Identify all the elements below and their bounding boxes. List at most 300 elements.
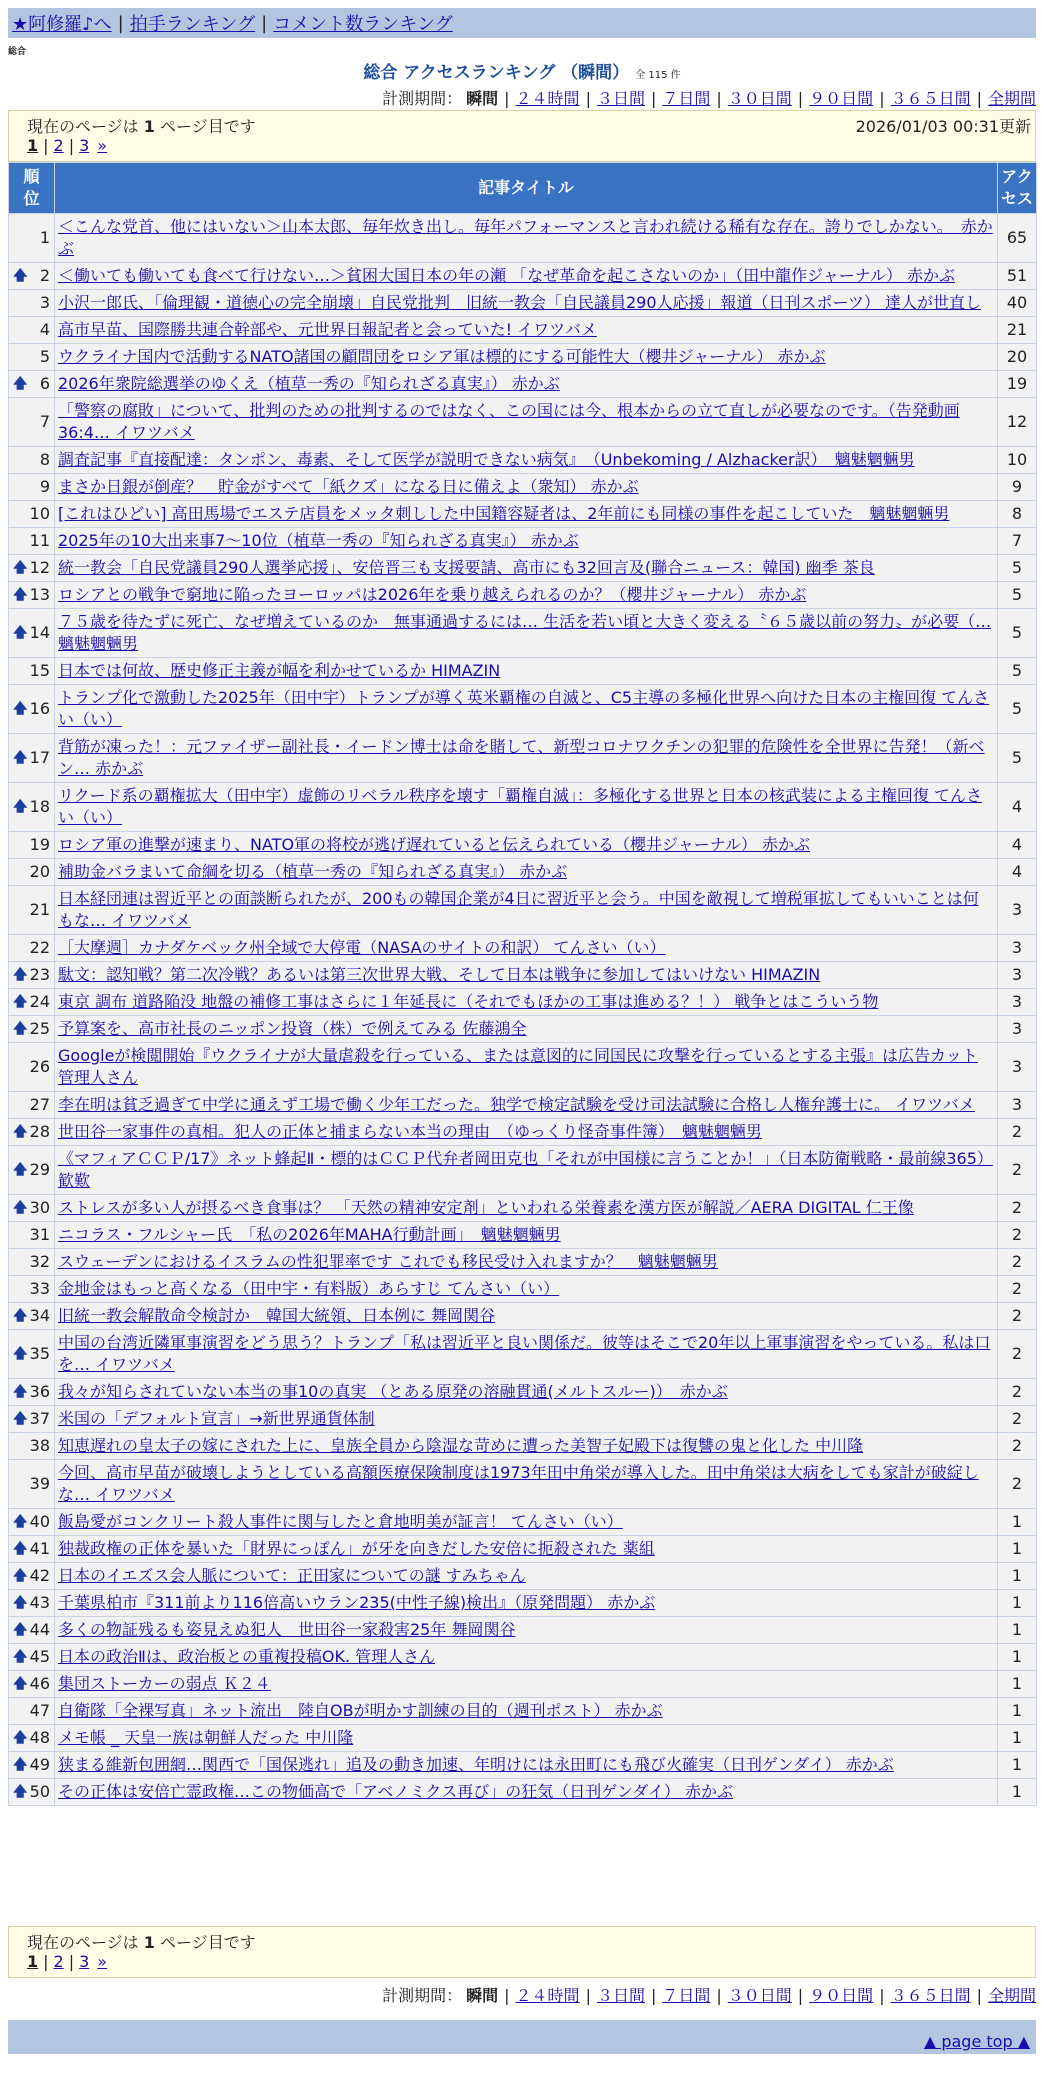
rank-cell bbox=[9, 1379, 55, 1406]
pager-page-2[interactable]: 2 bbox=[53, 136, 64, 155]
top-nav-bar bbox=[8, 8, 1036, 38]
rank-number: 18 bbox=[29, 797, 50, 816]
rank-cell bbox=[9, 1460, 55, 1509]
rank-cell bbox=[9, 1433, 55, 1460]
article-link[interactable]: 予算案を、高市社長のニッポン投資（株）で例えてみる 佐藤鴻全 bbox=[58, 1019, 527, 1038]
article-link[interactable]: 千葉県柏市『311前より116倍高いウラン235(中性子線)検出』（原発問題） 赤かぶ bbox=[58, 1593, 656, 1612]
access-count: 2 bbox=[998, 1276, 1037, 1303]
table-row bbox=[9, 1146, 1037, 1195]
title-cell bbox=[55, 832, 998, 859]
ranking-table-body bbox=[9, 214, 1037, 1806]
article-link[interactable]: 背筋が凍った！：元ファイザー副社長・イードン博士は命を賭して、新型コロナワクチンの犯罪的危険性を全世界に告発！（新ベン… 赤かぶ bbox=[58, 737, 985, 778]
title-cell bbox=[55, 1195, 998, 1222]
pager-page-3[interactable]: 3 bbox=[79, 1952, 90, 1971]
article-link[interactable]: 東京 調布 道路陥没 地盤の補修工事はさらに１年延長に（それでもほかの工事は進める？！） 戦争とはこういう物 bbox=[58, 992, 879, 1011]
rank-number: 6 bbox=[39, 374, 50, 393]
period-separator: | bbox=[504, 1986, 510, 2005]
article-link[interactable]: 日本経団連は習近平との面談断られたが、200もの韓国企業が4日に習近平と会う。中国を敵視して増税軍拡してもいいことは何もな… イワツバメ bbox=[58, 889, 979, 930]
title-cell bbox=[55, 962, 998, 989]
article-link[interactable]: ［大摩週］カナダケベック州全域で大停電（NASAのサイトの和訳） てんさい（い） bbox=[58, 938, 666, 957]
table-row bbox=[9, 1644, 1037, 1671]
rank-number: 23 bbox=[29, 965, 50, 984]
article-link[interactable]: トランプ化で激動した2025年（田中宇）トランプが導く英米覇権の自滅と、C5主導の多極化世界へ向けた日本の主権回復 てんさい（い） bbox=[58, 688, 990, 729]
period-option-4[interactable]: ３０日間 bbox=[727, 1986, 792, 2005]
rank-cell bbox=[9, 501, 55, 528]
access-count: 2 bbox=[998, 1433, 1037, 1460]
rank-number: 38 bbox=[29, 1436, 50, 1455]
rank-number: 5 bbox=[39, 347, 50, 366]
rank-number: 47 bbox=[29, 1701, 50, 1720]
article-link[interactable]: 《マフィアＣＣＰ/17》ネット蜂起Ⅱ・標的はＣＣＰ代弁者岡田克也「それが中国様に言うことか！」（日本防衛戦略・最前線365） 歓歎 bbox=[58, 1149, 993, 1190]
access-count: 3 bbox=[998, 989, 1037, 1016]
rank-cell bbox=[9, 1509, 55, 1536]
up-arrow-icon: 🡅 bbox=[13, 625, 28, 641]
article-link[interactable]: ロシアとの戦争で窮地に陥ったヨーロッパは2026年を乗り越えられるのか？（櫻井ジャーナル） 赤かぶ bbox=[58, 585, 807, 604]
period-option-3[interactable]: ７日間 bbox=[662, 1986, 711, 2005]
rank-cell bbox=[9, 886, 55, 935]
up-arrow-icon: 🡅 bbox=[13, 1649, 28, 1665]
period-option-2[interactable]: ３日間 bbox=[596, 89, 645, 108]
rank-cell bbox=[9, 1303, 55, 1330]
access-count: 3 bbox=[998, 1043, 1037, 1092]
period-separator: | bbox=[716, 89, 722, 108]
table-row bbox=[9, 1119, 1037, 1146]
rank-cell bbox=[9, 658, 55, 685]
rank-number: 35 bbox=[29, 1344, 50, 1363]
article-link[interactable]: 日本のイエズス会人脈について：正田家についての謎 すみちゃん bbox=[58, 1566, 526, 1585]
article-link[interactable]: 日本の政治Ⅱは、政治板との重複投稿OK. 管理人さん bbox=[58, 1647, 436, 1666]
article-link[interactable]: 李在明は貧乏過ぎて中学に通えず工場で働く少年工だった。独学で検定試験を受け司法試験に合格し人権弁護士に。 イワツバメ bbox=[58, 1095, 975, 1114]
rank-cell bbox=[9, 317, 55, 344]
up-arrow-icon: 🡅 bbox=[13, 1784, 28, 1800]
article-link[interactable]: ウクライナ国内で活動するNATO諸国の顧問団をロシア軍は標的にする可能性大（櫻井ジャーナル） 赤かぶ bbox=[58, 347, 826, 366]
table-row bbox=[9, 528, 1037, 555]
rank-number: 11 bbox=[29, 531, 50, 550]
access-count: 1 bbox=[998, 1563, 1037, 1590]
pager-page-3[interactable]: 3 bbox=[79, 136, 90, 155]
access-count: 2 bbox=[998, 1406, 1037, 1433]
title-cell bbox=[55, 1433, 998, 1460]
comment-ranking-link[interactable]: コメント数ランキング bbox=[273, 14, 453, 35]
article-link[interactable]: 「警察の腐敗」について、批判のための批判するのではなく、この国には今、根本からの立て直しが必要なのです。（告発動画36:4… イワツバメ bbox=[58, 401, 960, 442]
access-count: 20 bbox=[998, 344, 1037, 371]
rank-cell bbox=[9, 214, 55, 263]
table-row bbox=[9, 886, 1037, 935]
article-link[interactable]: ニコラス・フルシャー氏 「私の2026年MAHA行動計画」 魑魅魍魎男 bbox=[58, 1225, 561, 1244]
rank-cell bbox=[9, 555, 55, 582]
up-arrow-icon: 🡅 bbox=[13, 1411, 28, 1427]
article-link[interactable]: 多くの物証残るも姿見えぬ犯人 世田谷一家殺害25年 舞岡関谷 bbox=[58, 1620, 516, 1639]
title-cell bbox=[55, 398, 998, 447]
title-cell bbox=[55, 1092, 998, 1119]
rank-number: 49 bbox=[29, 1755, 50, 1774]
table-row bbox=[9, 859, 1037, 886]
access-count: 8 bbox=[998, 501, 1037, 528]
page-indicator bbox=[27, 114, 256, 137]
rank-number: 30 bbox=[29, 1198, 50, 1217]
title-cell bbox=[55, 1303, 998, 1330]
access-count: 1 bbox=[998, 1509, 1037, 1536]
article-link[interactable]: まさか日銀が倒産？ 貯金がすべて「紙クズ」になる日に備えよ（衆知） 赤かぶ bbox=[58, 477, 639, 496]
period-selector-top bbox=[382, 86, 1036, 109]
period-separator: | bbox=[716, 1986, 722, 2005]
access-count: 10 bbox=[998, 447, 1037, 474]
access-count: 1 bbox=[998, 1590, 1037, 1617]
page-indicator-pre: 現在のページは bbox=[27, 117, 144, 136]
article-link[interactable]: 金地金はもっと高くなる（田中宇・有料版）あらすじ てんさい（い） bbox=[58, 1279, 560, 1298]
title-cell bbox=[55, 528, 998, 555]
period-option-6[interactable]: ３６５日間 bbox=[890, 89, 971, 108]
access-count: 2 bbox=[998, 1222, 1037, 1249]
table-row bbox=[9, 371, 1037, 398]
period-separator: | bbox=[650, 1986, 657, 2005]
period-option-3[interactable]: ７日間 bbox=[662, 89, 711, 108]
title-cell bbox=[55, 1617, 998, 1644]
title-cell bbox=[55, 1698, 998, 1725]
rank-number: 43 bbox=[29, 1593, 50, 1612]
access-count: 3 bbox=[998, 1016, 1037, 1043]
article-link[interactable]: 独裁政権の正体を暴いた「財界にっぽん」が牙を向きだした安倍に扼殺された 薬組 bbox=[58, 1539, 655, 1558]
table-row bbox=[9, 685, 1037, 734]
up-arrow-icon: 🡅 bbox=[13, 1676, 28, 1692]
article-link[interactable]: スウェーデンにおけるイスラムの性犯罪率です これでも移民受け入れますか？ 魑魅魍魎男 bbox=[58, 1252, 718, 1271]
page-top-link[interactable]: ▲ page top ▲ bbox=[923, 2032, 1030, 2051]
up-arrow-icon: 🡅 bbox=[13, 1595, 28, 1611]
table-row bbox=[9, 1303, 1037, 1330]
pager-separator: | bbox=[43, 1952, 49, 1971]
rank-number: 41 bbox=[29, 1539, 50, 1558]
table-row bbox=[9, 317, 1037, 344]
table-header-row bbox=[9, 163, 1037, 214]
article-link[interactable]: その正体は安倍亡霊政権…この物価高で「アベノミクス再び」の狂気（日刊ゲンダイ） 赤かぶ bbox=[58, 1782, 734, 1801]
article-link[interactable]: 2025年の10大出来事7～10位（植草一秀の『知られざる真実』） 赤かぶ bbox=[58, 531, 579, 550]
access-count: 1 bbox=[998, 1698, 1037, 1725]
rank-number: 34 bbox=[29, 1306, 50, 1325]
table-row bbox=[9, 1249, 1037, 1276]
access-count: 12 bbox=[998, 398, 1037, 447]
article-link[interactable]: ストレスが多い人が摂るべき食事は？ 「天然の精神安定剤」といわれる栄養素を漢方医が解説／AERA DIGITAL 仁王像 bbox=[58, 1198, 914, 1217]
period-separator: | bbox=[879, 1986, 885, 2005]
title-cell bbox=[55, 263, 998, 290]
article-link[interactable]: 2026年衆院総選挙のゆくえ（植草一秀の『知られざる真実』） 赤かぶ bbox=[58, 374, 560, 393]
period-option-7[interactable]: 全期間 bbox=[987, 1986, 1036, 2005]
rank-cell bbox=[9, 935, 55, 962]
article-link[interactable]: 駄文：認知戦？第二次冷戦？あるいは第三次世界大戦、そして日本は戦争に参加してはいけない HIMAZIN bbox=[58, 965, 821, 984]
rank-number: 12 bbox=[29, 558, 50, 577]
title-cell bbox=[55, 1725, 998, 1752]
article-link[interactable]: 補助金バラまいて命綱を切る（植草一秀の『知られざる真実』） 赤かぶ bbox=[58, 862, 568, 881]
pager-top bbox=[27, 136, 107, 155]
rank-number: 3 bbox=[39, 293, 50, 312]
title-cell bbox=[55, 1644, 998, 1671]
rank-number: 44 bbox=[29, 1620, 50, 1639]
table-row bbox=[9, 398, 1037, 447]
up-arrow-icon: 🡅 bbox=[13, 560, 28, 576]
access-count: 3 bbox=[998, 935, 1037, 962]
access-count: 2 bbox=[998, 1330, 1037, 1379]
rank-cell bbox=[9, 859, 55, 886]
title-cell bbox=[55, 1509, 998, 1536]
clap-ranking-link[interactable]: 拍手ランキング bbox=[129, 14, 256, 35]
page-indicator-num: 1 bbox=[143, 117, 155, 136]
rank-header bbox=[9, 163, 55, 214]
article-link[interactable]: 日本では何故、歴史修正主義が幅を利かせているか HIMAZIN bbox=[58, 661, 501, 680]
table-row bbox=[9, 1379, 1037, 1406]
table-row bbox=[9, 1590, 1037, 1617]
title-cell bbox=[55, 989, 998, 1016]
article-link[interactable]: 知恵遅れの皇太子の嫁にされた上に、皇族全員から陰湿な苛めに遭った美智子妃殿下は復讐の鬼と化した 中川隆 bbox=[58, 1436, 864, 1455]
article-link[interactable]: 自衛隊「全裸写真」ネット流出 陸自OBが明かす訓練の目的（週刊ポスト） 赤かぶ bbox=[58, 1701, 663, 1720]
article-link[interactable]: メモ帳 _ 天皇一族は朝鮮人だった 中川隆 bbox=[58, 1728, 354, 1747]
rank-cell bbox=[9, 734, 55, 783]
title-cell bbox=[55, 214, 998, 263]
updated-timestamp: 2026/01/03 00:31更新 bbox=[855, 117, 1031, 136]
title-cell bbox=[55, 1406, 998, 1433]
table-row bbox=[9, 658, 1037, 685]
rank-number: 17 bbox=[29, 748, 50, 767]
rank-number: 14 bbox=[29, 623, 50, 642]
pager-next[interactable]: » bbox=[97, 136, 108, 155]
up-arrow-icon: 🡅 bbox=[13, 1730, 28, 1746]
article-link[interactable]: Googleが検閲開始『ウクライナが大量虐殺を行っている、または意図的に同国民に攻撃を行っているとする主張』は広告カット 管理人さん bbox=[58, 1046, 978, 1087]
rank-number: 19 bbox=[29, 835, 50, 854]
table-row bbox=[9, 501, 1037, 528]
page-title-wrap bbox=[0, 58, 1044, 83]
title-cell bbox=[55, 1779, 998, 1806]
rank-cell bbox=[9, 1146, 55, 1195]
period-option-2[interactable]: ３日間 bbox=[596, 1986, 645, 2005]
period-option-1[interactable]: ２４時間 bbox=[515, 1986, 580, 2005]
access-count: 5 bbox=[998, 555, 1037, 582]
article-link[interactable]: ＜働いても働いても食べて行けない…＞貧困大国日本の年の瀬 「なぜ革命を起こさないのか」（田中龍作ジャーナル） 赤かぶ bbox=[58, 266, 956, 285]
nav-separator: | bbox=[117, 12, 124, 34]
title-cell bbox=[55, 1330, 998, 1379]
table-row bbox=[9, 1752, 1037, 1779]
period-separator: | bbox=[504, 89, 510, 108]
rank-number: 16 bbox=[29, 699, 50, 718]
table-row bbox=[9, 1779, 1037, 1806]
table-row bbox=[9, 214, 1037, 263]
table-row bbox=[9, 1043, 1037, 1092]
access-count: 4 bbox=[998, 832, 1037, 859]
article-link[interactable]: ロシア軍の進撃が速まり、NATO軍の将校が逃げ遅れていると伝えられている（櫻井ジャーナル） 赤かぶ bbox=[58, 835, 811, 854]
period-separator: | bbox=[585, 89, 591, 108]
rank-cell bbox=[9, 447, 55, 474]
article-link[interactable]: 世田谷一家事件の真相。犯人の正体と捕まらない本当の理由 （ゆっくり怪奇事件簿） 魑魅魍魎男 bbox=[58, 1122, 762, 1141]
rank-number: 8 bbox=[39, 450, 50, 469]
table-row bbox=[9, 1276, 1037, 1303]
page-info-top bbox=[8, 110, 1036, 162]
table-row bbox=[9, 1460, 1037, 1509]
rank-cell bbox=[9, 290, 55, 317]
access-count: 2 bbox=[998, 1195, 1037, 1222]
rank-number: 27 bbox=[29, 1095, 50, 1114]
page-indicator-pre: 現在のページは bbox=[27, 1933, 144, 1952]
title-cell bbox=[55, 344, 998, 371]
bottom-bar bbox=[8, 2020, 1036, 2054]
pager-current-page: 1 bbox=[27, 1952, 39, 1971]
title-cell bbox=[55, 1249, 998, 1276]
rank-number: 39 bbox=[29, 1474, 50, 1493]
rank-cell bbox=[9, 1536, 55, 1563]
table-row bbox=[9, 1433, 1037, 1460]
period-separator: | bbox=[650, 89, 657, 108]
rank-cell bbox=[9, 1119, 55, 1146]
rank-number: 4 bbox=[39, 320, 50, 339]
article-link[interactable]: 狭まる維新包囲網…関西で「国保逃れ」追及の動き加速、年明けには永田町にも飛び火確実（日刊ゲンダイ） 赤かぶ bbox=[58, 1755, 894, 1774]
rank-cell bbox=[9, 344, 55, 371]
table-row bbox=[9, 989, 1037, 1016]
article-link[interactable]: 調査記事『直接配達：タンポン、毒素、そして医学が説明できない病気』 （Unbekoming / Alzhacker訳） 魑魅魍魎男 bbox=[58, 450, 915, 469]
access-count: 2 bbox=[998, 1460, 1037, 1509]
rank-number: 28 bbox=[29, 1122, 50, 1141]
article-link[interactable]: 旧統一教会解散命令検討か 韓国大統領、日本例に 舞岡関谷 bbox=[58, 1306, 496, 1325]
table-row bbox=[9, 582, 1037, 609]
table-row bbox=[9, 263, 1037, 290]
page-indicator bbox=[27, 1930, 256, 1953]
title-cell bbox=[55, 1460, 998, 1509]
rank-number: 1 bbox=[39, 228, 50, 247]
section-label: 総合 bbox=[8, 47, 27, 57]
table-row bbox=[9, 1617, 1037, 1644]
table-row bbox=[9, 1509, 1037, 1536]
access-count: 9 bbox=[998, 474, 1037, 501]
access-count: 21 bbox=[998, 317, 1037, 344]
up-arrow-icon: 🡅 bbox=[13, 1384, 28, 1400]
up-arrow-icon: 🡅 bbox=[13, 994, 28, 1010]
page-title: 総合 アクセスランキング （瞬間） bbox=[363, 63, 630, 83]
title-cell bbox=[55, 447, 998, 474]
ranking-table bbox=[8, 162, 1037, 1806]
title-cell bbox=[55, 935, 998, 962]
access-count: 4 bbox=[998, 783, 1037, 832]
period-option-4[interactable]: ３０日間 bbox=[727, 89, 792, 108]
access-count: 3 bbox=[998, 1092, 1037, 1119]
title-cell bbox=[55, 1752, 998, 1779]
rank-number: 10 bbox=[29, 504, 50, 523]
article-link[interactable]: 米国の「デフォルト宣言」→新世界通貨体制 bbox=[58, 1409, 375, 1428]
page-indicator-num: 1 bbox=[143, 1933, 155, 1952]
table-row bbox=[9, 1222, 1037, 1249]
up-arrow-icon: 🡅 bbox=[13, 1622, 28, 1638]
pager-separator: | bbox=[68, 1952, 75, 1971]
up-arrow-icon: 🡅 bbox=[13, 376, 28, 392]
access-count: 5 bbox=[998, 582, 1037, 609]
pager-page-2[interactable]: 2 bbox=[53, 1952, 64, 1971]
rank-header-label: 順位 bbox=[23, 167, 40, 208]
rank-cell bbox=[9, 1617, 55, 1644]
access-header bbox=[998, 163, 1037, 214]
title-cell bbox=[55, 734, 998, 783]
title-cell bbox=[55, 371, 998, 398]
home-link[interactable]: ★阿修羅♪へ bbox=[12, 14, 112, 35]
article-link[interactable]: 我々が知らされていない本当の事10の真実 （とある原発の溶融貫通(メルトスルー)） 赤かぶ bbox=[58, 1382, 728, 1401]
up-arrow-icon: 🡅 bbox=[13, 1200, 28, 1216]
article-link[interactable]: [これはひどい] 高田馬場でエステ店員をメッタ刺しした中国籍容疑者は、2年前にも同様の事件を起こしていた 魑魅魍魎男 bbox=[58, 504, 950, 523]
title-cell bbox=[55, 501, 998, 528]
table-row bbox=[9, 1698, 1037, 1725]
up-arrow-icon: 🡅 bbox=[13, 750, 28, 766]
rank-cell bbox=[9, 1092, 55, 1119]
rank-number: 29 bbox=[29, 1160, 50, 1179]
rank-number: 15 bbox=[29, 661, 50, 680]
article-link[interactable]: ７５歳を待たずに死亡、なぜ増えているのか 無事通過するには… 生活を若い頃と大きく変える〝６５歳以前の努力〟が必要（… 魑魅魍魎男 bbox=[58, 612, 992, 653]
rank-cell bbox=[9, 1406, 55, 1433]
rank-cell bbox=[9, 1195, 55, 1222]
pager-current-page: 1 bbox=[27, 136, 39, 155]
article-link[interactable]: 統一教会「自民党議員290人選挙応援」、安倍晋三も支援要請、高市にも32回言及(聯合ニュース：韓国) 幽季 茶良 bbox=[58, 558, 875, 577]
access-count: 40 bbox=[998, 290, 1037, 317]
article-link[interactable]: 中国の台湾近隣軍事演習をどう思う？トランプ「私は習近平と良い関係だ。彼等はそこで20年以上軍事演習をやっている。私は口を… イワツバメ bbox=[58, 1333, 991, 1374]
article-link[interactable]: 集団ストーカーの弱点 Ｋ２４ bbox=[58, 1674, 271, 1693]
table-row bbox=[9, 290, 1037, 317]
title-cell bbox=[55, 658, 998, 685]
title-cell bbox=[55, 1590, 998, 1617]
access-count: 5 bbox=[998, 609, 1037, 658]
rank-cell bbox=[9, 1276, 55, 1303]
article-link[interactable]: 高市早苗、国際勝共連合幹部や、元世界日報記者と会っていた! イワツバメ bbox=[58, 320, 597, 339]
up-arrow-icon: 🡅 bbox=[13, 1021, 28, 1037]
access-count: 1 bbox=[998, 1779, 1037, 1806]
period-separator: | bbox=[976, 89, 982, 108]
title-cell bbox=[55, 1146, 998, 1195]
rank-cell bbox=[9, 1222, 55, 1249]
access-count: 1 bbox=[998, 1725, 1037, 1752]
period-option-5[interactable]: ９０日間 bbox=[809, 1986, 874, 2005]
access-header-label: アクセス bbox=[1000, 167, 1033, 208]
article-link[interactable]: 飯島愛がコンクリート殺人事件に関与したと倉地明美が証言！ てんさい（い） bbox=[58, 1512, 623, 1531]
pager-separator: | bbox=[43, 136, 49, 155]
title-cell bbox=[55, 1222, 998, 1249]
title-cell bbox=[55, 1379, 998, 1406]
rank-number: 42 bbox=[29, 1566, 50, 1585]
rank-number: 46 bbox=[29, 1674, 50, 1693]
access-count: 1 bbox=[998, 1536, 1037, 1563]
nav-separator: | bbox=[261, 12, 268, 34]
access-count: 5 bbox=[998, 734, 1037, 783]
rank-number: 31 bbox=[29, 1225, 50, 1244]
article-link[interactable]: ＜こんな党首、他にはいない＞山本太郎、毎年炊き出し。毎年パフォーマンスと言われ続ける稀有な存在。誇りでしかない。 赤かぶ bbox=[58, 217, 993, 258]
rank-number: 37 bbox=[29, 1409, 50, 1428]
article-link[interactable]: 今回、高市早苗が破壊しようとしている高額医療保険制度は1973年田中角栄が導入した。田中角栄は大病をしても家計が破綻しな… イワツバメ bbox=[58, 1463, 979, 1504]
title-cell bbox=[55, 1671, 998, 1698]
rank-number: 50 bbox=[29, 1782, 50, 1801]
rank-number: 22 bbox=[29, 938, 50, 957]
period-separator: | bbox=[797, 1986, 804, 2005]
period-label: 計測期間： bbox=[382, 89, 463, 108]
period-option-7[interactable]: 全期間 bbox=[987, 89, 1036, 108]
period-option-6[interactable]: ３６５日間 bbox=[890, 1986, 971, 2005]
title-cell bbox=[55, 1119, 998, 1146]
table-row bbox=[9, 783, 1037, 832]
period-option-1[interactable]: ２４時間 bbox=[515, 89, 580, 108]
table-row bbox=[9, 1330, 1037, 1379]
table-row bbox=[9, 474, 1037, 501]
table-row bbox=[9, 1725, 1037, 1752]
article-link[interactable]: 小沢一郎氏、「倫理観・道徳心の完全崩壊」自民党批判 旧統一教会「自民議員290人応援」報道（日刊スポーツ） 達人が世直し bbox=[58, 293, 981, 312]
period-option-5[interactable]: ９０日間 bbox=[809, 89, 874, 108]
rank-cell bbox=[9, 1671, 55, 1698]
rank-number: 7 bbox=[39, 412, 50, 431]
title-cell bbox=[55, 783, 998, 832]
article-link[interactable]: リクード系の覇権拡大（田中宇）虚飾のリベラル秩序を壊す「覇権自滅」：多極化する世界と日本の核武装による主権回復 てんさい（い） bbox=[58, 786, 982, 827]
title-cell bbox=[55, 685, 998, 734]
period-separator: | bbox=[879, 89, 885, 108]
pager-next[interactable]: » bbox=[97, 1952, 108, 1971]
title-cell bbox=[55, 582, 998, 609]
title-cell bbox=[55, 1536, 998, 1563]
rank-number: 20 bbox=[29, 862, 50, 881]
